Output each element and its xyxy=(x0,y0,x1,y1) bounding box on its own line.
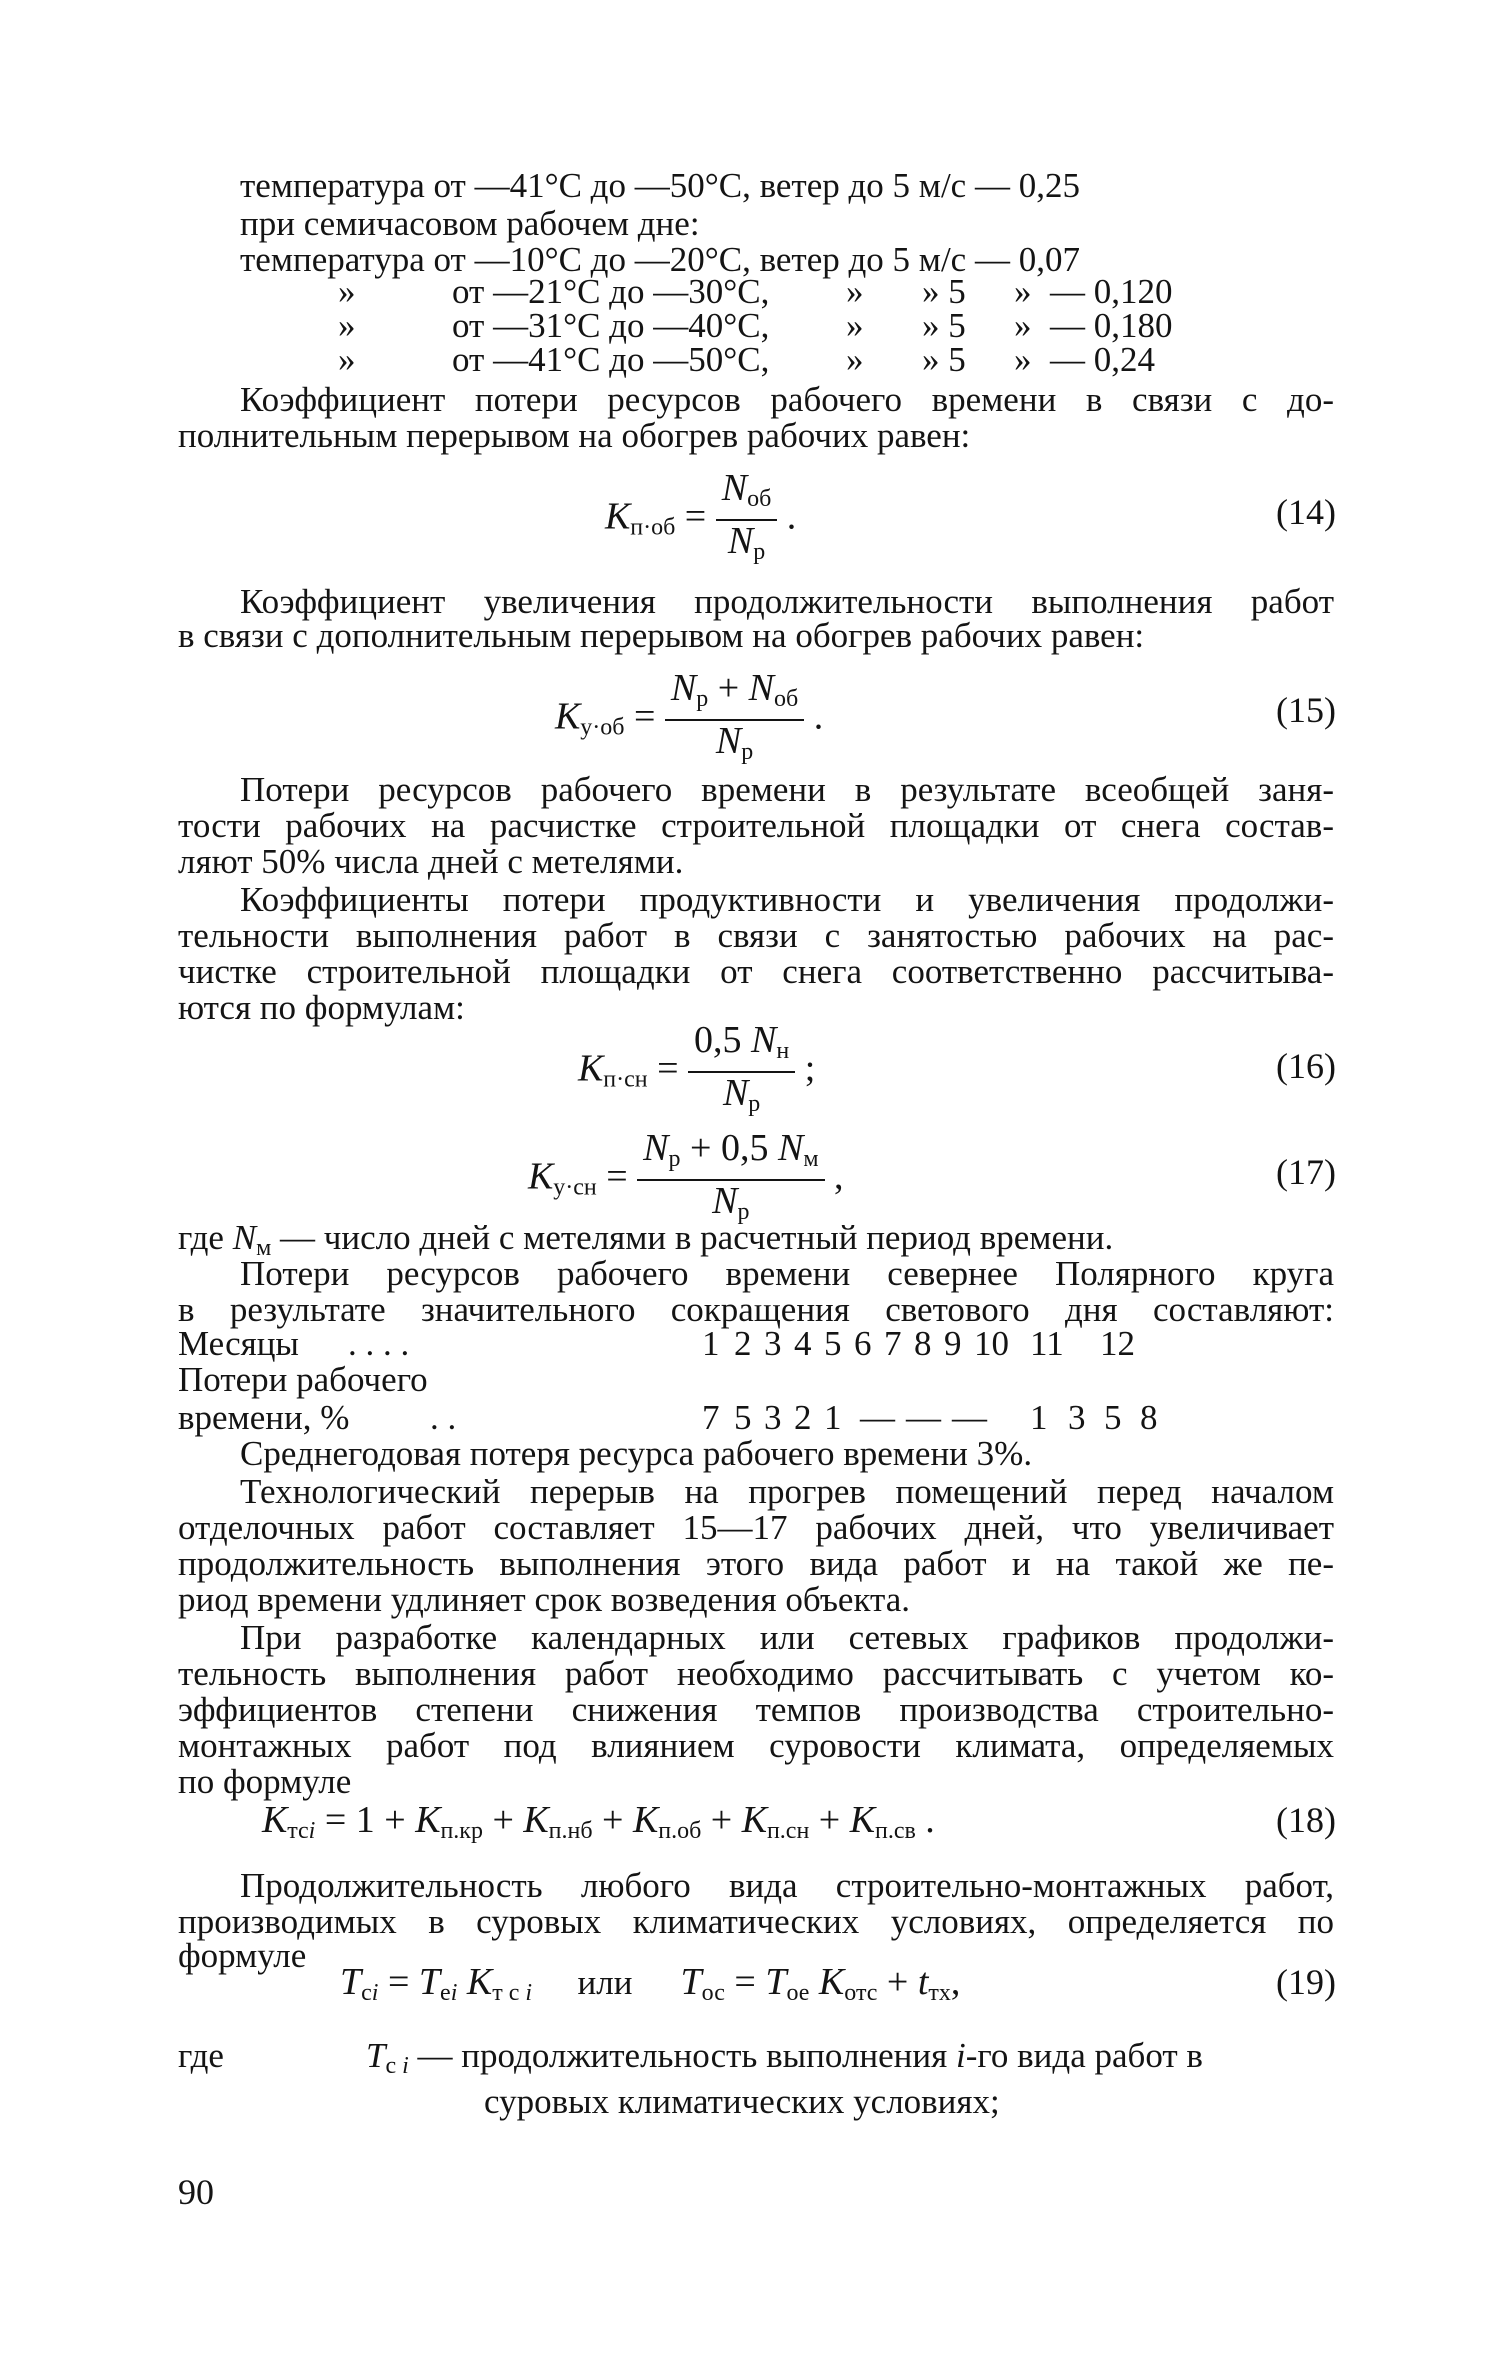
month-number: 11 xyxy=(1030,1324,1064,1363)
eq-symbol: K xyxy=(818,1961,845,2003)
eq-subscript-text: тс xyxy=(287,1818,309,1844)
eq-symbol: К xyxy=(528,1155,554,1198)
eq-punct: . xyxy=(786,495,797,538)
eq-subscript: п.сн xyxy=(766,1818,810,1844)
eq-operator: + xyxy=(809,1799,850,1841)
where-text: — продолжительность выполнения xyxy=(408,2036,956,2075)
eq-symbol: T xyxy=(340,1961,362,2003)
loss-value: 5 xyxy=(734,1398,752,1437)
ditto-mark: » xyxy=(846,340,864,379)
paragraph-line: по формуле xyxy=(178,1762,352,1801)
leader-dots: . . xyxy=(430,1398,457,1437)
eq-subscript: р xyxy=(753,539,766,565)
eq-subscript: р xyxy=(741,739,754,765)
eq-subscript: р xyxy=(748,1091,761,1117)
equation-17: $К_{у\cdot сн}$ = $\frac{N_р + 0,5 N_м}{N_р}$ , xyxy=(528,1128,844,1232)
temperature-range: от —31°С до —40°С, xyxy=(452,306,770,345)
eq-subscript xyxy=(361,1980,378,2006)
eq-subscript: м xyxy=(256,1235,272,1261)
equation-number: (19) xyxy=(1276,1962,1336,2002)
paragraph-line: Коэффициенты потери продуктивности и увеличения продолжи- xyxy=(240,880,1334,919)
eq-subscript xyxy=(287,1818,315,1844)
paragraph-line: риод времени удлиняет срок возведения объекта. xyxy=(178,1580,911,1619)
eq-operator: = 1 + xyxy=(315,1799,416,1841)
equation-18 xyxy=(262,1800,935,1851)
eq-symbol: N xyxy=(670,667,697,709)
paragraph-line: Коэффициент потери ресурсов рабочего времени в связи с до- xyxy=(240,380,1334,419)
month-number: 4 xyxy=(794,1324,812,1363)
eq-subscript: ое xyxy=(786,1980,810,2006)
eq-symbol: N xyxy=(715,720,742,762)
text-line: температура от —41°С до —50°С, ветер до 5 м/с — 0,25 xyxy=(240,166,1080,205)
eq-index: i xyxy=(371,1980,379,2006)
paragraph-line: эффициентов степени снижения темпов производства строительно- xyxy=(178,1690,1334,1729)
paragraph-line: При разработке календарных или сетевых графиков продолжи- xyxy=(240,1618,1334,1657)
ditto-wind: » 5 xyxy=(922,340,966,379)
coefficient-value: — 0,120 xyxy=(1050,272,1173,311)
paragraph-line: полнительным перерывом на обогрев рабочих равен: xyxy=(178,416,971,455)
paragraph-line: формуле xyxy=(178,1936,307,1975)
equation-14: $К_{п\cdot об}$ = $\frac{N_{об}}{N_р}$ . xyxy=(605,468,796,572)
equation-number: (15) xyxy=(1276,690,1336,730)
eq-subscript: у·об xyxy=(580,714,625,741)
page-number: 90 xyxy=(178,2172,214,2212)
eq-operator: + xyxy=(701,1799,742,1841)
ditto-mark: » xyxy=(846,272,864,311)
paragraph-line: Коэффициент увеличения продолжительности выполнения работ xyxy=(240,582,1334,621)
month-number: 7 xyxy=(884,1324,902,1363)
eq-punct: , xyxy=(950,1961,961,2003)
ditto-wind: » 5 xyxy=(922,272,966,311)
month-number: 10 xyxy=(974,1324,1009,1363)
eq-punct: . xyxy=(813,695,824,738)
eq-subscript: п.св xyxy=(874,1818,916,1844)
eq-symbol: T xyxy=(418,1961,441,2003)
eq-symbol: N xyxy=(777,1127,804,1169)
paragraph-line: тельности выполнения работ в связи с занятостью рабочих на рас- xyxy=(178,916,1334,955)
eq-symbol: T xyxy=(680,1961,702,2003)
loss-value: 7 xyxy=(702,1398,720,1437)
text-line: при семичасовом рабочем дне: xyxy=(240,204,700,243)
paragraph-line: тельность выполнения работ необходимо рассчитывать с учетом ко- xyxy=(178,1654,1334,1693)
months-label: Месяцы xyxy=(178,1324,299,1363)
paragraph-line: Продолжительность любого вида строительно-монтажных работ, xyxy=(240,1866,1334,1905)
eq-symbol: К xyxy=(849,1799,875,1841)
eq-subscript: п·сн xyxy=(603,1066,648,1093)
eq-operator: = xyxy=(378,1961,419,2003)
month-number: 1 xyxy=(702,1324,720,1363)
loss-value: 3 xyxy=(1068,1398,1086,1437)
eq-subscript: р xyxy=(737,1199,750,1225)
leader-dots: . . . . xyxy=(348,1324,410,1363)
loss-value: 5 xyxy=(1104,1398,1122,1437)
eq-subscript: п.об xyxy=(658,1818,702,1844)
loss-value: 2 xyxy=(794,1398,812,1437)
eq-subscript: н xyxy=(776,1038,790,1064)
where-definition-cont: суровых климатических условиях; xyxy=(484,2082,1000,2121)
eq-subscript xyxy=(385,2053,408,2079)
eq-punct: , xyxy=(834,1155,844,1198)
equation-number: (17) xyxy=(1276,1152,1336,1192)
loss-value: 8 xyxy=(1140,1398,1158,1437)
paragraph-line: Потери ресурсов рабочего времени севернее Полярного круга xyxy=(240,1254,1334,1293)
eq-subscript-text: c xyxy=(385,2053,397,2079)
coefficient-value: — 0,180 xyxy=(1050,306,1173,345)
paragraph-line: чистке строительной площадки от снега соответственно рассчитыва- xyxy=(178,952,1334,991)
month-number: 2 xyxy=(734,1324,752,1363)
eq-index: i xyxy=(450,1980,458,2006)
eq-subscript xyxy=(492,1980,532,2006)
eq-subscript xyxy=(440,1980,457,2006)
eq-symbol: N xyxy=(751,1019,777,1061)
eq-subscript: у·сн xyxy=(553,1174,597,1201)
eq-symbol: К xyxy=(555,695,581,738)
ditto-mark: » xyxy=(338,272,356,311)
eq-symbol: К xyxy=(632,1799,659,1841)
eq-subscript-text: e xyxy=(440,1980,451,2006)
eq-subscript: тх xyxy=(928,1980,951,2006)
eq-punct: . xyxy=(915,1799,935,1841)
eq-symbol: К xyxy=(578,1047,604,1090)
eq-symbol: К xyxy=(415,1799,441,1841)
eq-subscript: р xyxy=(668,1146,681,1172)
equation-number: (16) xyxy=(1276,1046,1336,1086)
eq-operator: + 0,5 xyxy=(680,1127,778,1169)
month-number: 5 xyxy=(824,1324,842,1363)
loss-value: 1 xyxy=(1030,1398,1048,1437)
equation-15: $К_{у\cdot об}$ = $\frac{N_р + N_{об}}{N_р}$ . xyxy=(555,668,823,772)
where-definition xyxy=(366,2036,1203,2086)
eq-symbol: N xyxy=(722,1072,749,1114)
eq-symbol: N xyxy=(232,1218,257,1257)
losses-label: времени, % xyxy=(178,1398,350,1437)
eq-symbol: К xyxy=(523,1799,549,1841)
eq-symbol: N xyxy=(643,1127,669,1169)
text-line: температура от —10°С до —20°С, ветер до 5 м/с — 0,07 xyxy=(240,240,1080,279)
eq-index: i xyxy=(956,2036,966,2075)
paragraph-line: производимых в суровых климатических условиях, определяется по xyxy=(178,1902,1334,1941)
eq-symbol: N xyxy=(721,467,748,509)
eq-symbol: N xyxy=(712,1180,738,1222)
ditto-mark: » xyxy=(338,340,356,379)
loss-value: 1 xyxy=(824,1398,842,1437)
eq-symbol: t xyxy=(917,1961,929,2003)
eq-or-word: или xyxy=(577,1963,633,2002)
eq-symbol: T xyxy=(765,1961,787,2003)
paragraph-line: Потери ресурсов рабочего времени в результате всеобщей заня- xyxy=(240,770,1334,809)
paragraph-line: ются по формулам: xyxy=(178,988,465,1027)
month-number: 6 xyxy=(854,1324,872,1363)
eq-subscript: п·об xyxy=(630,514,676,541)
fraction xyxy=(716,468,778,572)
eq-index: i xyxy=(525,1980,533,2006)
eq-subscript: р xyxy=(696,686,709,712)
eq-symbol: К xyxy=(262,1799,288,1841)
eq-index: i xyxy=(402,2053,409,2079)
eq-subscript: ос xyxy=(701,1980,725,2006)
equation-number: (14) xyxy=(1276,492,1336,532)
equation-16: $К_{п\cdot сн}$ = $\frac{0,5 N_н}{N_р}$ ; xyxy=(578,1020,815,1124)
ditto-mark: » xyxy=(338,306,356,345)
paragraph-line: в связи с дополнительным перерывом на обогрев рабочих равен: xyxy=(178,616,1145,655)
eq-symbol: T xyxy=(366,2036,386,2075)
month-number: 8 xyxy=(914,1324,932,1363)
eq-symbol: K xyxy=(457,1961,493,2003)
eq-subscript: отс xyxy=(844,1980,878,2006)
fraction xyxy=(688,1020,795,1124)
eq-subscript: об xyxy=(747,486,772,512)
eq-operator: + xyxy=(482,1799,524,1841)
text-line: Среднегодовая потеря ресурса рабочего времени 3%. xyxy=(240,1434,1033,1473)
eq-symbol: К xyxy=(741,1799,767,1841)
losses-label: Потери рабочего xyxy=(178,1360,428,1399)
ditto-mark: » xyxy=(1014,340,1032,379)
month-number: 9 xyxy=(944,1324,962,1363)
loss-value: — xyxy=(906,1398,941,1437)
loss-value: — xyxy=(860,1398,895,1437)
eq-operator: + xyxy=(708,667,749,709)
month-number: 3 xyxy=(764,1324,782,1363)
paragraph-line: отделочных работ составляет 15—17 рабочих дней, что увеличивает xyxy=(178,1508,1334,1547)
eq-symbol: К xyxy=(605,495,631,538)
where-word: где xyxy=(178,2036,224,2075)
where-text: -го вида работ в xyxy=(965,2036,1203,2075)
ditto-mark: » xyxy=(1014,272,1032,311)
fraction xyxy=(637,1128,824,1232)
temperature-range: от —21°С до —30°С, xyxy=(452,272,770,311)
eq-subscript: п.кр xyxy=(440,1818,483,1844)
eq-punct: ; xyxy=(804,1047,816,1090)
eq-subscript: п.нб xyxy=(548,1818,593,1844)
eq-subscript: м xyxy=(803,1146,819,1172)
fraction xyxy=(665,668,804,772)
where-text: — число дней с метелями в расчетный период времени. xyxy=(271,1218,1114,1257)
coefficient-value: — 0,24 xyxy=(1050,340,1155,379)
where-word: где xyxy=(178,1218,233,1257)
paragraph-line: монтажных работ под влиянием суровости климата, определяемых xyxy=(178,1726,1334,1765)
loss-value: — xyxy=(952,1398,987,1437)
ditto-mark: » xyxy=(846,306,864,345)
eq-operator: + xyxy=(592,1799,633,1841)
paragraph-line: продолжительность выполнения этого вида работ и на такой же пе- xyxy=(178,1544,1334,1583)
paragraph-line: ляют 50% числа дней с метелями. xyxy=(178,842,684,881)
eq-index: i xyxy=(308,1818,316,1844)
temperature-range: от —41°С до —50°С, xyxy=(452,340,770,379)
eq-coefficient: 0,5 xyxy=(694,1019,752,1061)
eq-subscript: об xyxy=(774,686,799,712)
paragraph-line: тости рабочих на расчистке строительной площадки от снега состав- xyxy=(178,806,1334,845)
eq-subscript-text: т c xyxy=(492,1980,520,2006)
eq-subscript-text: c xyxy=(361,1980,372,2006)
eq-symbol: N xyxy=(748,667,775,709)
loss-value: 3 xyxy=(764,1398,782,1437)
eq-symbol: N xyxy=(727,520,754,562)
paragraph-line: Технологический перерыв на прогрев помещений перед началом xyxy=(240,1472,1334,1511)
ditto-wind: » 5 xyxy=(922,306,966,345)
month-number: 12 xyxy=(1100,1324,1135,1363)
equation-number: (18) xyxy=(1276,1800,1336,1840)
equation-19: $T_{ci} = T_{ei}$ $K_{т c i}$ или $T_{ос} = T_{ое}$ $K_{отс} + t_{тх}$, xyxy=(340,1961,961,2006)
paragraph-line: в результате значительного сокращения светового дня составляют: xyxy=(178,1290,1334,1329)
ditto-mark: » xyxy=(1014,306,1032,345)
